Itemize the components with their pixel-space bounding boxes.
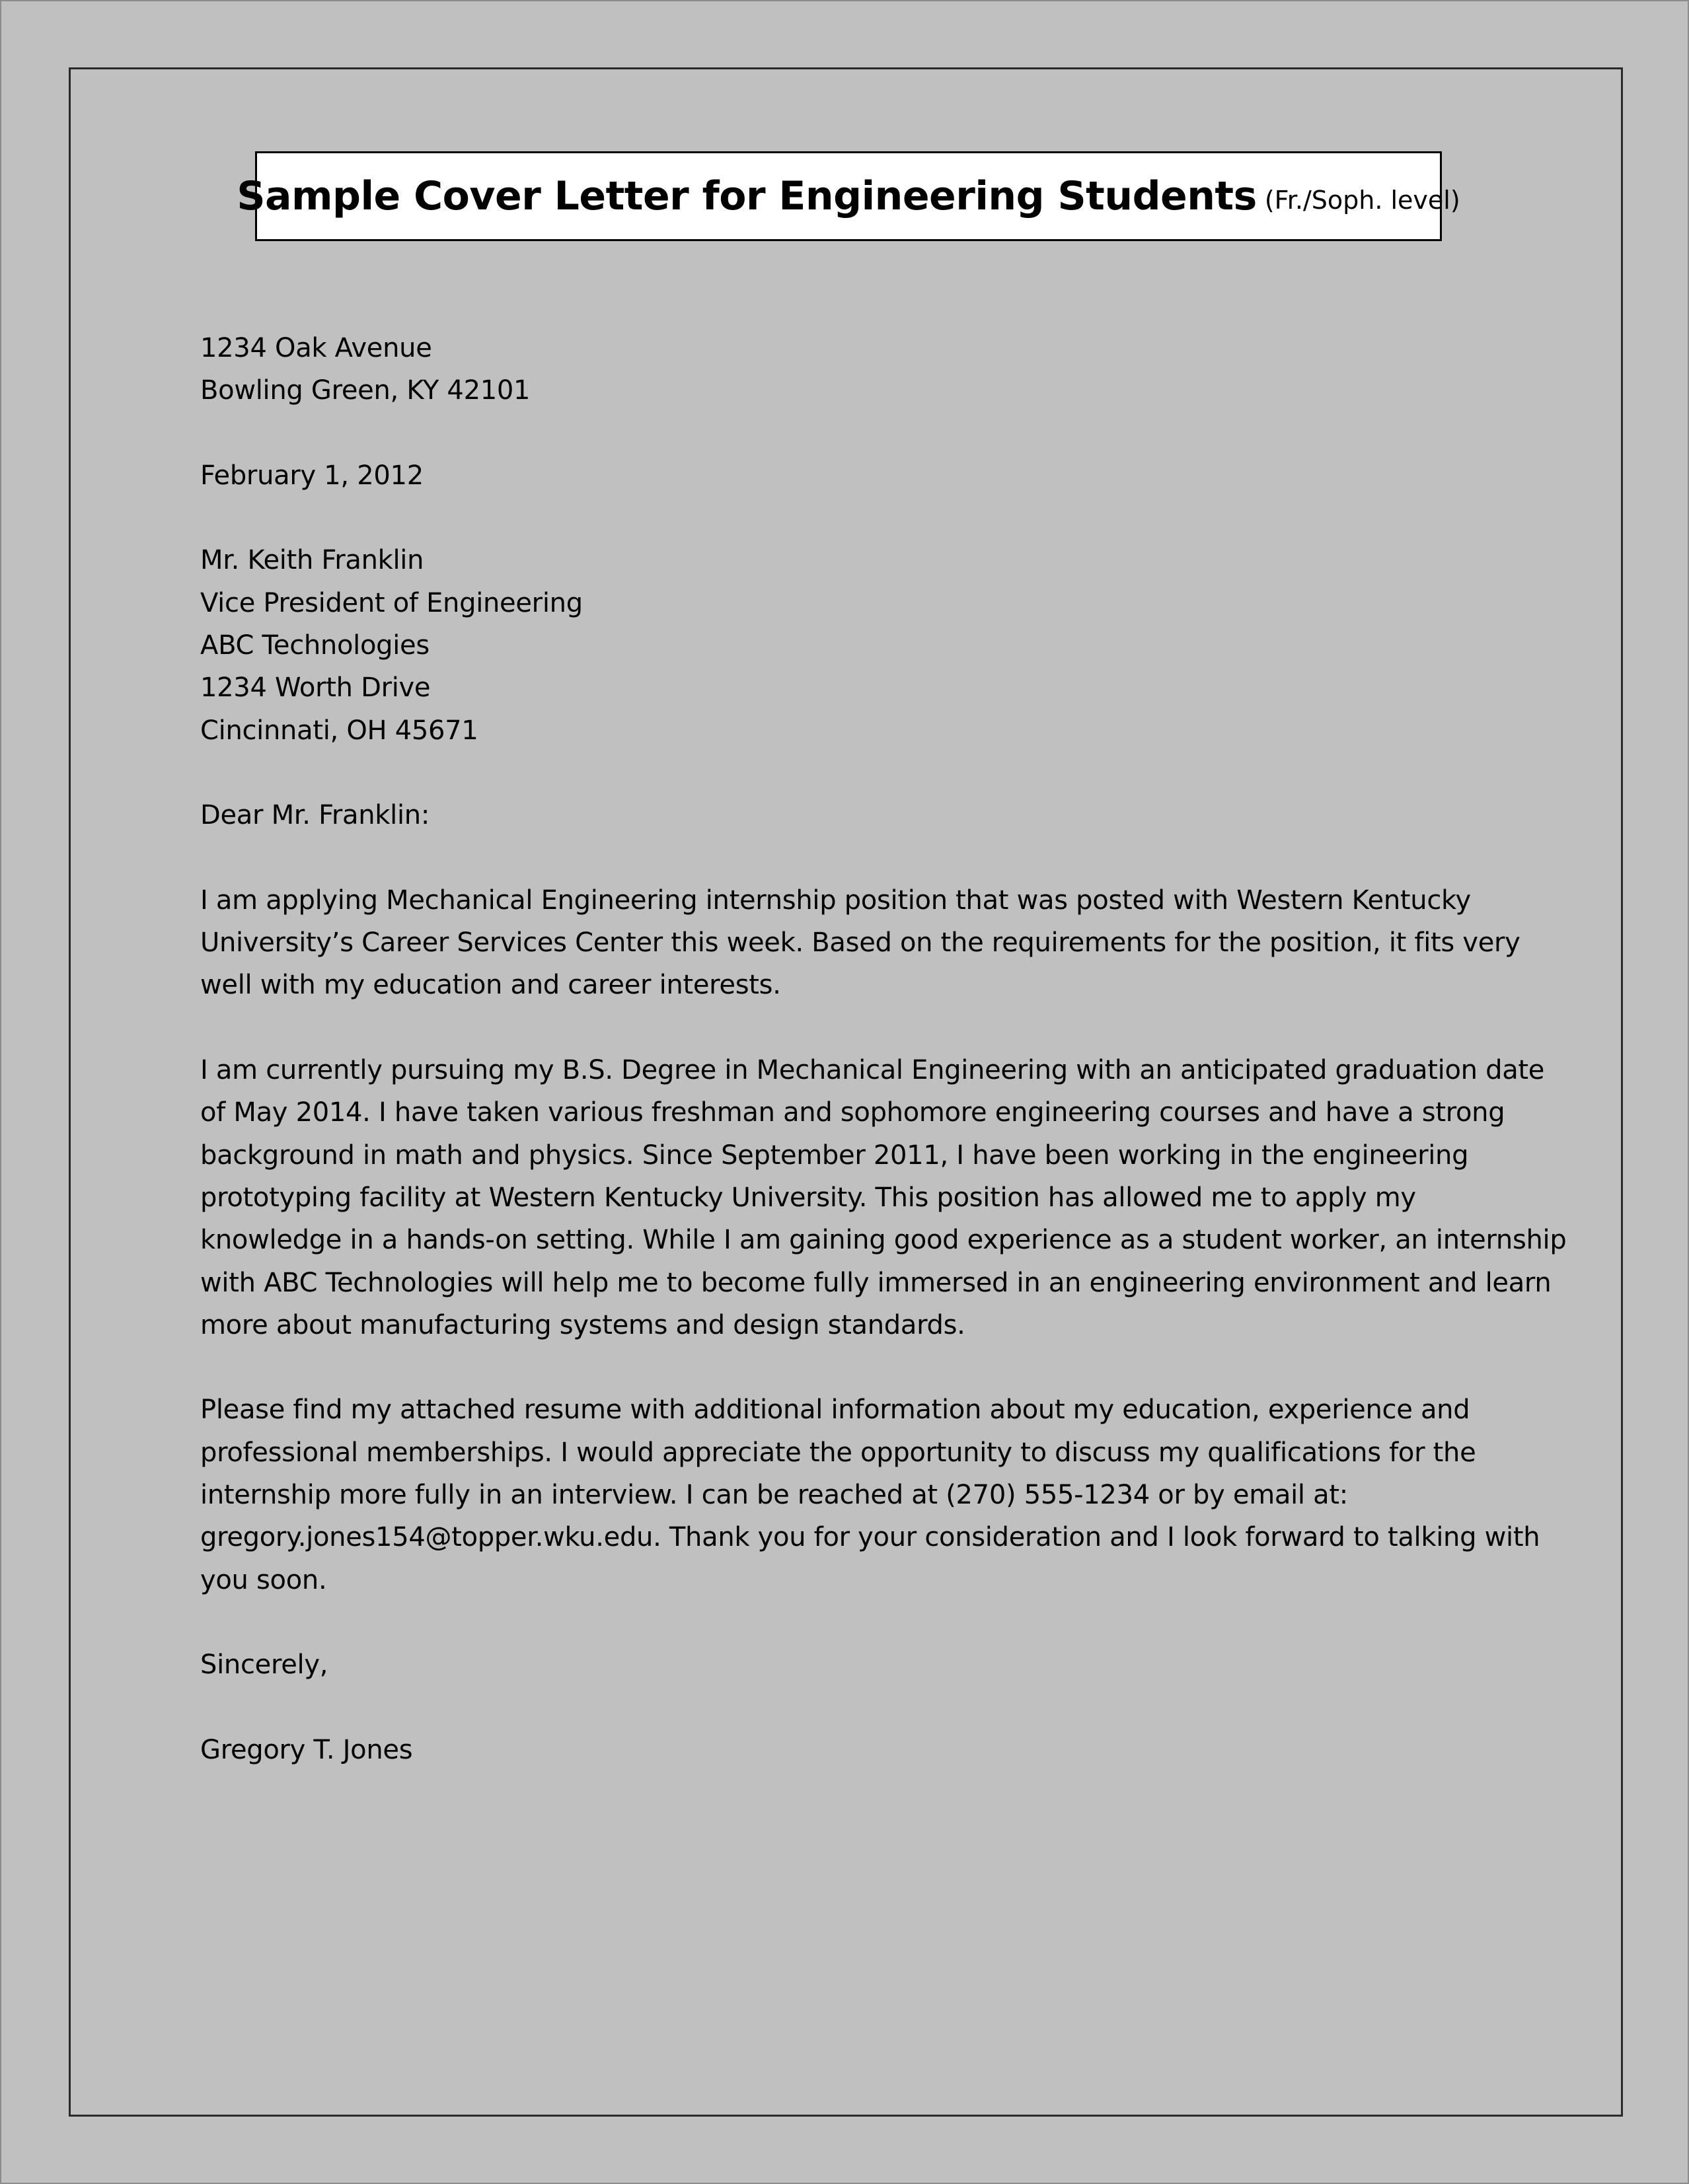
document-title: Sample Cover Letter for Engineering Students bbox=[237, 173, 1257, 219]
body-line: gregory.jones154@topper.wku.edu. Thank you for your consideration and I look forward to talking with bbox=[200, 1522, 1540, 1553]
body-line: well with my education and career interests. bbox=[200, 970, 781, 1001]
title-box bbox=[237, 151, 1460, 241]
body-line: I am currently pursuing my B.S. Degree in Mechanical Engineering with an anticipated graduation date bbox=[200, 1055, 1545, 1086]
recipient-city: Cincinnati, OH 45671 bbox=[200, 715, 478, 746]
body-line: I am applying Mechanical Engineering internship position that was posted with Western Kentucky bbox=[200, 885, 1471, 916]
body-line: of May 2014. I have taken various freshman and sophomore engineering courses and have a strong bbox=[200, 1097, 1505, 1128]
body-line: professional memberships. I would appreciate the opportunity to discuss my qualifications for the bbox=[200, 1437, 1476, 1468]
letter-date: February 1, 2012 bbox=[200, 460, 424, 491]
recipient-title: Vice President of Engineering bbox=[200, 587, 583, 618]
signature-name: Gregory T. Jones bbox=[200, 1734, 413, 1765]
paragraph-intro bbox=[200, 879, 1520, 1007]
letter-body bbox=[200, 327, 1567, 1771]
salutation: Dear Mr. Franklin: bbox=[200, 800, 430, 831]
body-line: you soon. bbox=[200, 1564, 327, 1595]
closing: Sincerely, bbox=[200, 1650, 328, 1681]
sender-street: 1234 Oak Avenue bbox=[200, 333, 432, 363]
body-line: with ABC Technologies will help me to become fully immersed in an engineering environment and learn bbox=[200, 1267, 1552, 1298]
body-line: internship more fully in an interview. I can be reached at (270) 555-1234 or by email at: bbox=[200, 1480, 1348, 1511]
document-subtitle: (Fr./Soph. level) bbox=[1264, 186, 1460, 215]
body-line: knowledge in a hands-on setting. While I am gaining good experience as a student worker, an internship bbox=[200, 1225, 1567, 1256]
body-line: Please find my attached resume with additional information about my education, experience and bbox=[200, 1395, 1470, 1426]
paragraph-experience bbox=[200, 1049, 1567, 1346]
recipient-name: Mr. Keith Franklin bbox=[200, 545, 424, 576]
body-line: background in math and physics. Since September 2011, I have been working in the engineering bbox=[200, 1140, 1469, 1171]
recipient-street: 1234 Worth Drive bbox=[200, 673, 431, 704]
sender-city: Bowling Green, KY 42101 bbox=[200, 375, 531, 406]
body-line: more about manufacturing systems and design standards. bbox=[200, 1309, 965, 1340]
recipient-company: ABC Technologies bbox=[200, 630, 430, 661]
body-line: prototyping facility at Western Kentucky University. This position has allowed me to apply my bbox=[200, 1182, 1416, 1213]
body-line: University’s Career Services Center this week. Based on the requirements for the position, it fits very bbox=[200, 928, 1520, 959]
paragraph-closing bbox=[200, 1389, 1540, 1601]
